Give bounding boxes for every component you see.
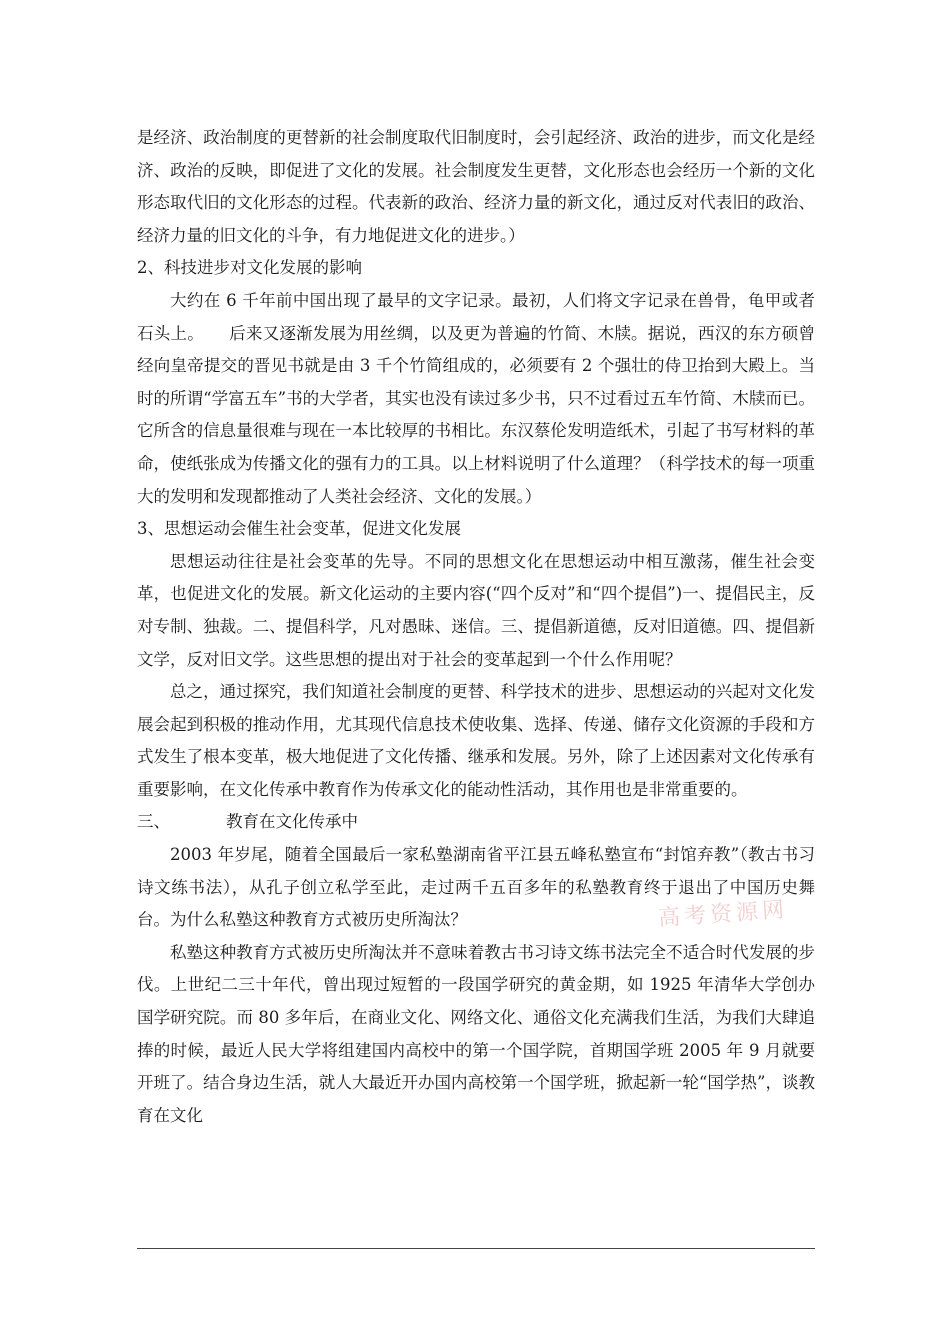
- watermark-stamp: 高考资源网: [657, 897, 789, 932]
- paragraph-summary: 总之，通过探究，我们知道社会制度的更替、科学技术的进步、思想运动的兴起对文化发展会起到积极的推动作用，尤其现代信息技术使收集、选择、传递、储存文化资源的手段和方式发生了根本变革，极大地促进了文化传播、继承和发展。另外，除了上述因素对文化传承有重要影响，在文化传承中教育作为传承文化的能动性活动，其作用也是非常重要的。: [137, 682, 815, 799]
- heading-education-number: 三、: [137, 812, 170, 832]
- heading-tech-progress: 2、科技进步对文化发展的影响: [137, 258, 362, 278]
- heading-thought-movement: 3、思想运动会催生社会变革，促进文化发展: [137, 519, 461, 539]
- document-body: [137, 122, 815, 1132]
- paragraph-new-culture-movement: 思想运动往往是社会变革的先导。不同的思想文化在思想运动中相互激荡，催生社会变革，也促进文化的发展。新文化运动的主要内容(“四个反对”和“四个提倡”)一、提倡民主，反对专制、独裁。二、提倡科学，凡对愚昧、迷信。三、提倡新道德，反对旧道德。四、提倡新文学，反对旧文学。这些思想的提出对于社会的变革起到一个什么作用呢？: [137, 551, 815, 669]
- footer-divider: [137, 1248, 815, 1249]
- paragraph-guoxue: 私塾这种教育方式被历史所淘汰并不意味着教古书习诗文练书法完全不适合时代发展的步伐。上世纪二三十年代，曾出现过短暂的一段国学研究的黄金期，如 1925 年清华大学创办国学研究院。而 80 多年后，在商业文化、网络文化、通俗文化充满我们生活，为我们大肆追捧的时候，最近人民大学将组建国内高校中的第一个国学院，首期国学班 2005 年 9 月就要开班了。结合身边生活，就人大最近开办国内高校第一个国学班，掀起新一轮“国学热”，谈教育在文化: [137, 942, 815, 1125]
- paragraph-writing-history: 大约在 6 千年前中国出现了最早的文字记录。最初，人们将文字记录在兽骨，龟甲或者石头上。 后来又逐渐发展为用丝绸，以及更为普遍的竹简、木牍。据说，西汉的东方硕曾经向皇帝提交的晋见书就是由 3 千个竹简组成的，必须要有 2 个强壮的侍卫抬到大殿上。当时的所谓“学富五车”书的大学者，其实也没有读过多少书，只不过看过五车竹简、木牍而已。它所含的信息量很难与现在一本比较厚的书相比。东汉蔡伦发明造纸术，引起了书写材料的革命，使纸张成为传播文化的强有力的工具。以上材料说明了什么道理？（科学技术的每一项重大的发明和发现都推动了人类社会经济、文化的发展。）: [137, 290, 815, 506]
- heading-education-text: 教育在文化传承中: [226, 812, 358, 832]
- paragraph-system-change: 是经济、政治制度的更替新的社会制度取代旧制度时，会引起经济、政治的进步，而文化是经济、政治的反映，即促进了文化的发展。社会制度发生更替，文化形态也会经历一个新的文化形态取代旧的文化形态的过程。代表新的政治、经济力量的新文化，通过反对代表旧的政治、经济力量的旧文化的斗争，有力地促进文化的进步。）: [137, 128, 815, 245]
- paragraph-private-school: 2003 年岁尾，随着全国最后一家私塾湖南省平江县五峰私塾宣布“封馆弃教”（教古书习诗文练书法），从孔子创立私学至此，走过两千五百多年的私塾教育终于退出了中国历史舞台。为什么私塾这种教育方式被历史所淘汰？: [137, 845, 815, 930]
- heading-education: [137, 806, 815, 839]
